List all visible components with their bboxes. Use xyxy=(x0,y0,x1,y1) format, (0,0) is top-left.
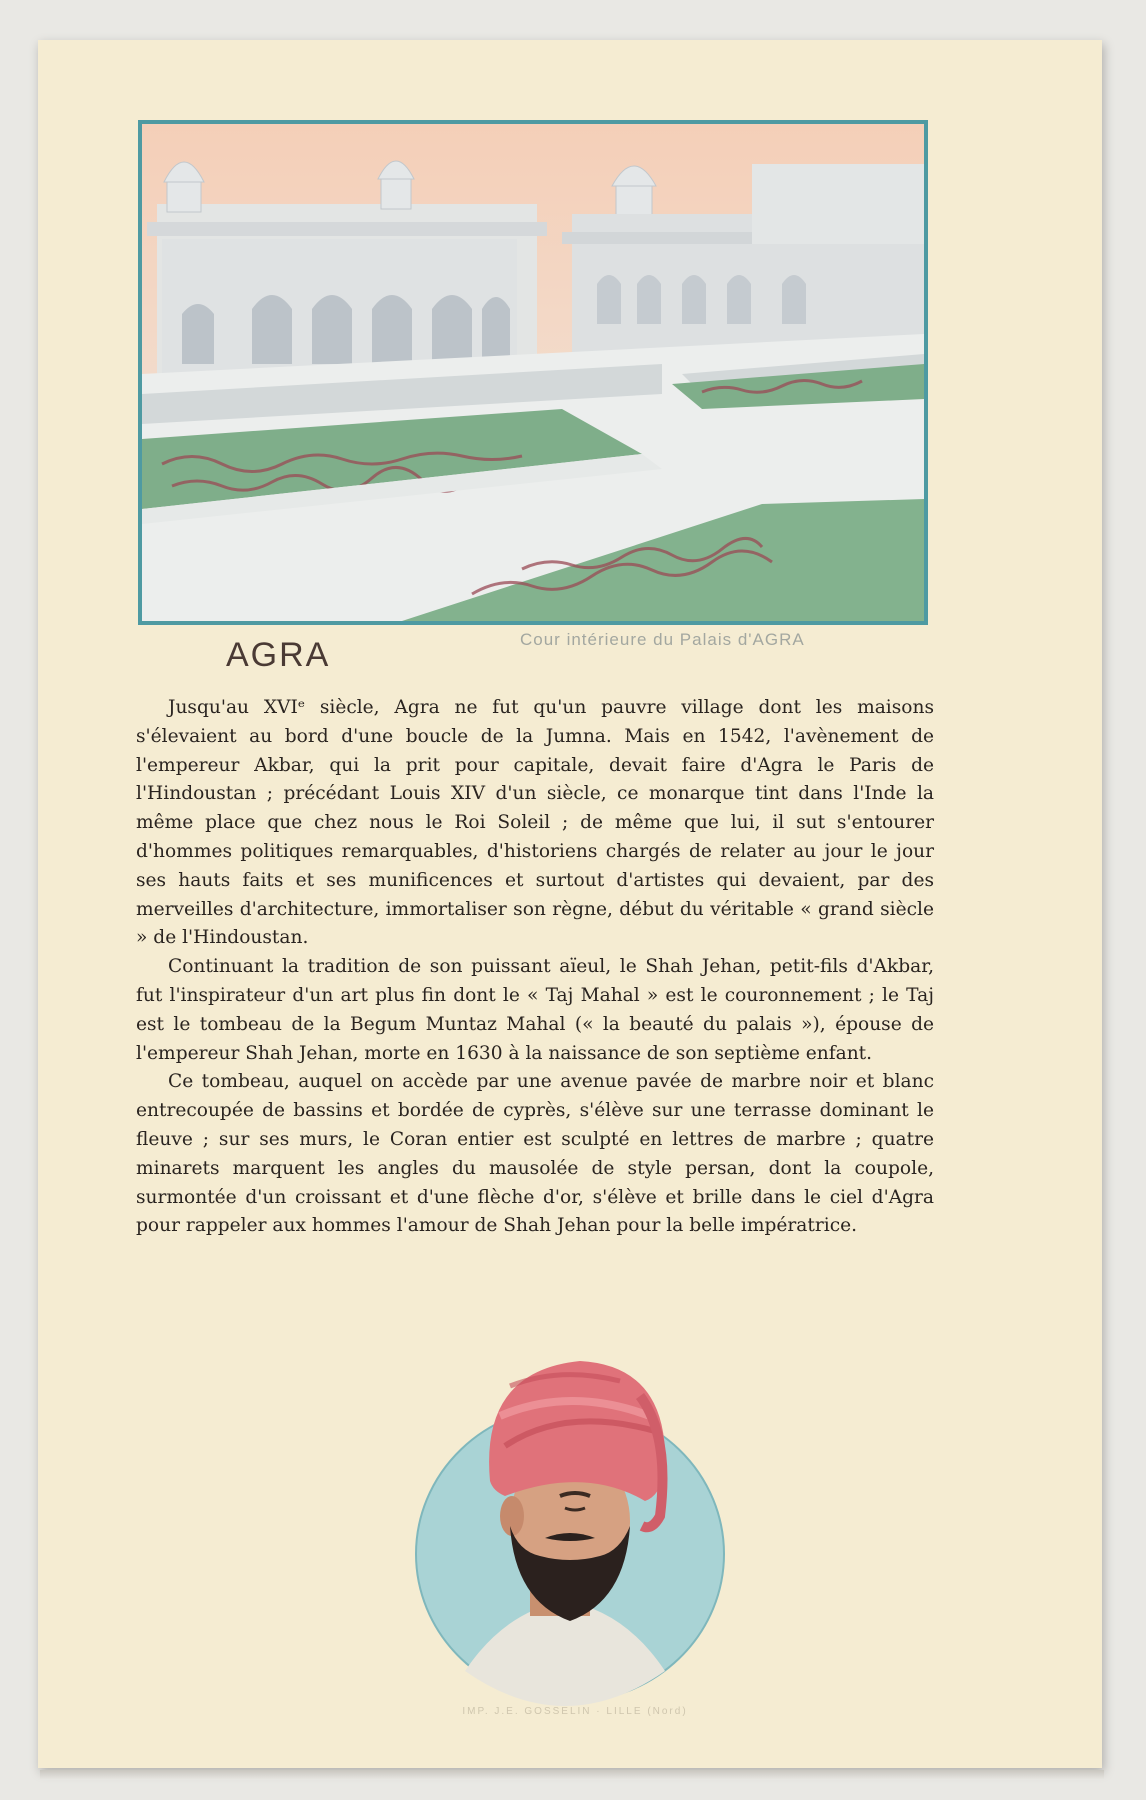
card-title: AGRA xyxy=(226,636,331,674)
card-shadow xyxy=(40,1770,1104,1780)
printer-imprint: IMP. J.E. GOSSELIN · LILLE (Nord) xyxy=(462,1706,688,1717)
paragraph-3: Ce tombeau, auquel on accède par une avenue pavée de marbre noir et blanc entrecoupée de bassins et bordée de cyprès, s'élève sur une terrasse dominant le fleuve ; sur ses murs, le Coran entier est sculpté en lettres de marbre ; quatre minarets marquent les angles du mausolée de style persan, dont la coupole, surmontée d'un croissant et d'une flèche d'or, s'élève et brille dans le ciel d'Agra pour rappeler aux hommes l'amour de Shah Jehan pour la belle impératrice. xyxy=(136,1071,934,1237)
portrait-drawing xyxy=(410,1326,730,1706)
card-body-text xyxy=(136,694,934,1241)
shah-jehan-portrait xyxy=(410,1326,730,1706)
illustration-caption: Cour intérieure du Palais d'AGRA xyxy=(520,630,805,649)
paragraph-1: Jusqu'au XVIᵉ siècle, Agra ne fut qu'un pauvre village dont les maisons s'élevaient au bord d'une boucle de la Jumna. Mais en 1542, l'avènement de l'empereur Akbar, qui la prit pour capitale, devait faire d'Agra le Paris de l'Hindoustan ; précédant Louis XIV d'un siècle, ce monarque tint dans l'Inde la même place que chez nous le Roi Soleil ; de même que lui, il sut s'entourer d'hommes politiques remarquables, d'historiens chargés de relater au jour le jour ses hauts faits et ses munificences et surtout d'artistes qui devaient, par des merveilles d'architecture, immortaliser son règne, début du véritable « grand siècle » de l'Hindoustan. xyxy=(136,697,934,949)
courtyard-drawing xyxy=(142,124,924,621)
paragraph-2: Continuant la tradition de son puissant aïeul, le Shah Jehan, petit-fils d'Akbar, fut l'inspirateur d'un art plus fin dont le « Taj Mahal » est le couronnement ; le Taj est le tombeau de la Begum Muntaz Mahal (« la beauté du palais »), épouse de l'empereur Shah Jehan, morte en 1630 à la naissance de son septième enfant. xyxy=(136,956,934,1064)
palace-courtyard-illustration xyxy=(138,120,928,625)
